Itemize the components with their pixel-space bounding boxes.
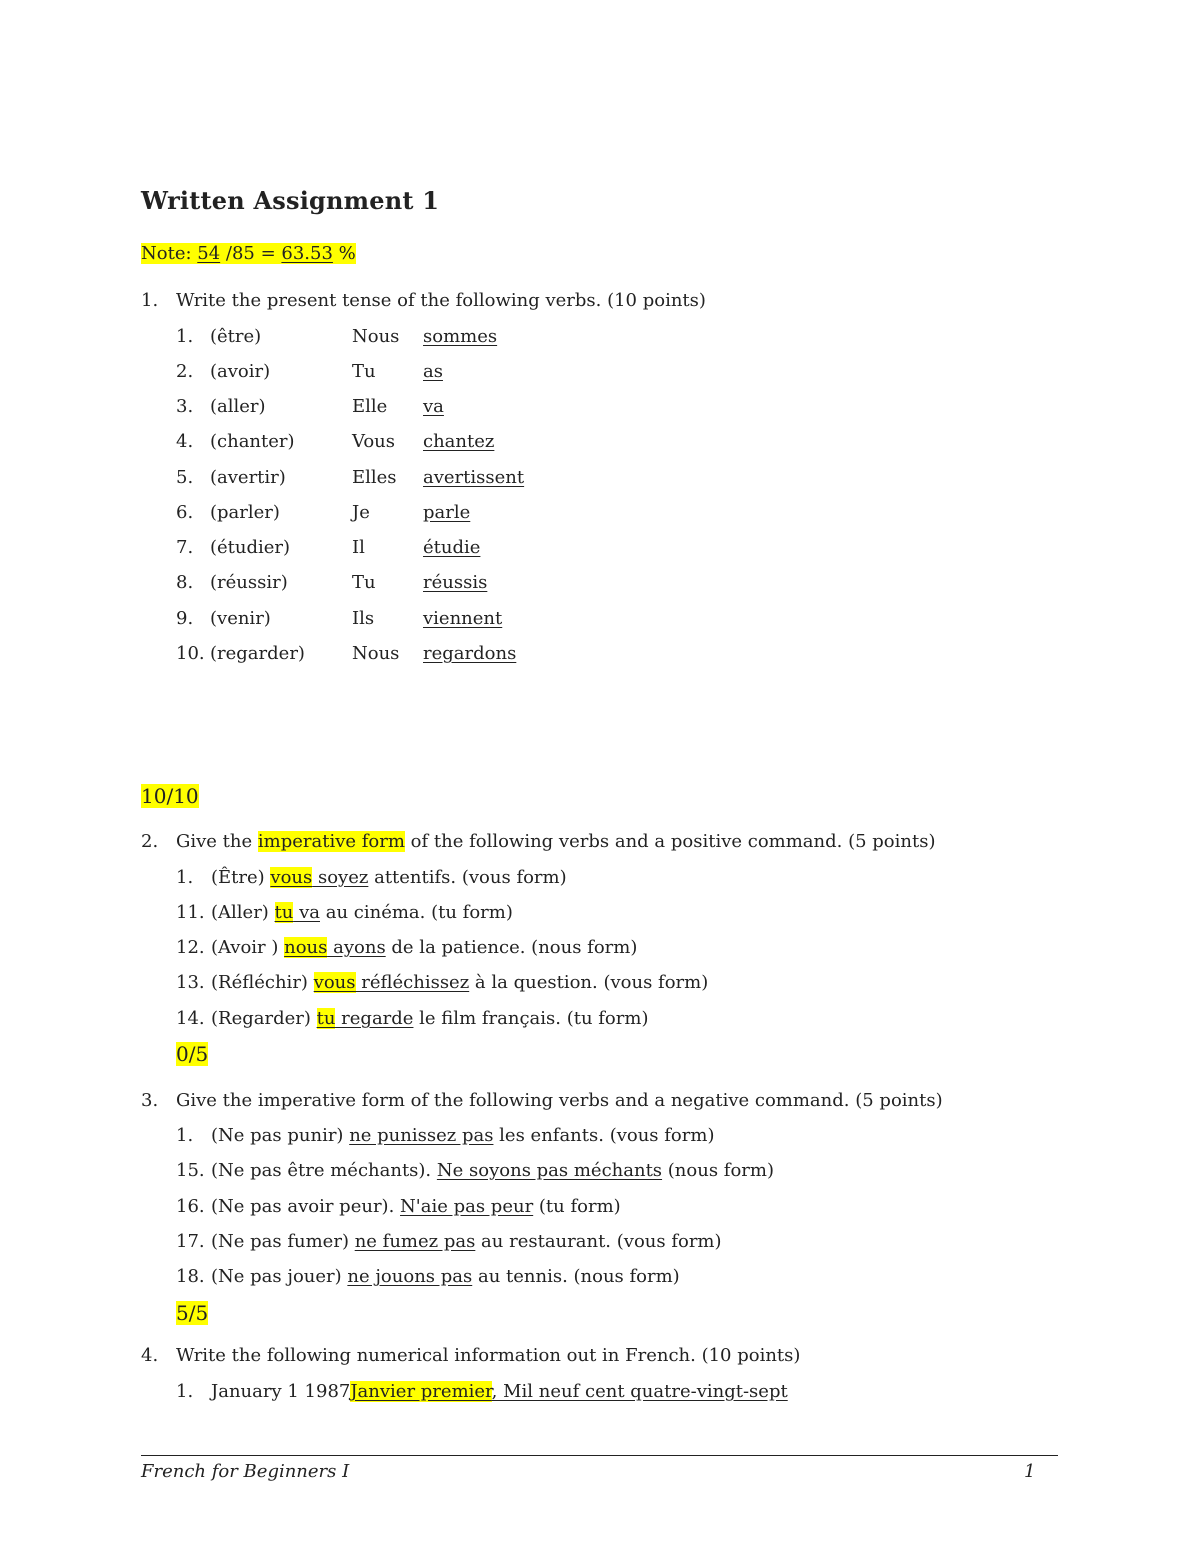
item-rest: les enfants. (vous form) — [493, 1125, 715, 1146]
item-number: 7. — [176, 537, 194, 558]
question-1 — [141, 289, 706, 313]
item-infinitive: (étudier) — [210, 537, 291, 558]
item-number: 11. — [176, 902, 205, 923]
item-number: 1. — [176, 1125, 194, 1146]
item-rest: au tennis. (nous form) — [472, 1266, 680, 1287]
item-pronoun: vous — [270, 867, 313, 888]
list-item — [176, 642, 676, 666]
item-number: 1. — [176, 1381, 194, 1402]
item-infinitive: (être) — [210, 326, 262, 347]
item-answer-highlight: Janvier premier — [350, 1381, 492, 1402]
item-subject: Il — [352, 537, 365, 558]
question-number: 3. — [141, 1090, 159, 1111]
list-item — [176, 430, 676, 454]
item-answer: , Mil neuf cent quatre-vingt-sept — [491, 1381, 788, 1402]
item-number: 16. — [176, 1196, 205, 1217]
grade-note — [141, 242, 356, 266]
item-infinitive: (réussir) — [210, 572, 288, 593]
item-answer: ne jouons pas — [347, 1266, 473, 1287]
item-number: 18. — [176, 1266, 205, 1287]
item-prompt: (Ne pas être méchants). — [211, 1160, 437, 1181]
list-item — [176, 466, 676, 490]
list-item — [176, 936, 637, 960]
item-infinitive: (avoir) — [210, 361, 271, 382]
question-number: 4. — [141, 1345, 159, 1366]
item-pronoun: vous — [313, 972, 356, 993]
item-number: 8. — [176, 572, 194, 593]
item-prompt: January 1 1987 — [211, 1381, 351, 1402]
item-infinitive: (regarder) — [210, 643, 305, 664]
item-number: 2. — [176, 361, 194, 382]
item-prompt: (Réfléchir) — [211, 972, 314, 993]
item-answer: avertissent — [423, 467, 525, 488]
question-text: Write the following numerical information out in French. (10 points) — [176, 1345, 801, 1366]
item-infinitive: (venir) — [210, 608, 271, 629]
item-number: 17. — [176, 1231, 205, 1252]
item-subject: Nous — [352, 643, 400, 664]
note-sep: / — [220, 243, 232, 264]
list-item — [176, 395, 676, 419]
item-answer: va — [423, 396, 444, 417]
item-infinitive: (parler) — [210, 502, 280, 523]
item-rest: attentifs. (vous form) — [368, 867, 567, 888]
item-infinitive: (avertir) — [210, 467, 286, 488]
item-answer: Ne soyons pas méchants — [436, 1160, 663, 1181]
item-subject: Vous — [352, 431, 396, 452]
item-answer: ne fumez pas — [354, 1231, 476, 1252]
item-answer: soyez — [312, 867, 369, 888]
footer-page-number: 1 — [1024, 1461, 1036, 1482]
section-score — [176, 1042, 208, 1066]
item-prompt: (Ne pas fumer) — [211, 1231, 355, 1252]
item-prompt: (Avoir ) — [211, 937, 285, 958]
note-score: 54 — [197, 243, 221, 264]
item-pronoun: nous — [284, 937, 328, 958]
item-number: 15. — [176, 1160, 205, 1181]
item-subject: Elles — [352, 467, 397, 488]
item-prompt: (Ne pas punir) — [211, 1125, 350, 1146]
item-subject: Tu — [352, 572, 376, 593]
score-text: 10/10 — [141, 784, 199, 808]
list-item — [176, 571, 676, 595]
item-answer: réfléchissez — [355, 972, 470, 993]
item-number: 6. — [176, 502, 194, 523]
item-number: 4. — [176, 431, 194, 452]
list-item — [176, 1230, 722, 1254]
list-item — [176, 1159, 774, 1183]
item-subject: Nous — [352, 326, 400, 347]
item-number: 1. — [176, 326, 194, 347]
item-answer: ayons — [327, 937, 386, 958]
item-rest: au restaurant. (vous form) — [475, 1231, 722, 1252]
list-item — [176, 1195, 621, 1219]
item-infinitive: (chanter) — [210, 431, 295, 452]
item-answer: parle — [423, 502, 471, 523]
item-subject: Je — [352, 502, 370, 523]
item-rest: au cinéma. (tu form) — [320, 902, 513, 923]
list-item — [176, 1265, 680, 1289]
item-answer: chantez — [423, 431, 495, 452]
item-answer: regarde — [335, 1008, 414, 1029]
item-number: 5. — [176, 467, 194, 488]
note-eq: = — [254, 243, 282, 264]
item-number: 9. — [176, 608, 194, 629]
list-item — [176, 1124, 714, 1148]
list-item — [176, 1380, 788, 1404]
item-answer: as — [423, 361, 443, 382]
item-rest: à la question. (vous form) — [469, 972, 709, 993]
question-3 — [141, 1089, 943, 1113]
item-subject: Ils — [352, 608, 375, 629]
question-text-start: Give the — [176, 831, 258, 852]
score-text: 0/5 — [176, 1042, 209, 1066]
item-subject: Tu — [352, 361, 376, 382]
item-prompt: (Ne pas avoir peur). — [211, 1196, 401, 1217]
item-answer: va — [293, 902, 320, 923]
item-prompt: (Ne pas jouer) — [211, 1266, 348, 1287]
list-item — [176, 866, 567, 890]
item-rest: (nous form) — [662, 1160, 774, 1181]
item-rest: de la patience. (nous form) — [385, 937, 638, 958]
item-answer: étudie — [423, 537, 481, 558]
item-prompt: (Regarder) — [211, 1008, 317, 1029]
item-number: 14. — [176, 1008, 205, 1029]
item-number: 13. — [176, 972, 205, 993]
item-rest: (tu form) — [533, 1196, 621, 1217]
question-text-highlight: imperative form — [257, 831, 405, 852]
item-answer: sommes — [423, 326, 498, 347]
item-answer: N'aie pas peur — [400, 1196, 534, 1217]
item-pronoun: tu — [274, 902, 294, 923]
item-answer: ne punissez pas — [349, 1125, 494, 1146]
list-item — [176, 360, 676, 384]
item-rest: le film français. (tu form) — [413, 1008, 649, 1029]
list-item — [176, 607, 676, 631]
question-text: Write the present tense of the following verbs. (10 points) — [176, 290, 706, 311]
note-percent: 63.53 — [281, 243, 333, 264]
item-prompt: (Être) — [211, 867, 271, 888]
footer-course-title: French for Beginners I — [141, 1461, 350, 1482]
question-2 — [141, 830, 936, 854]
question-4 — [141, 1344, 800, 1368]
item-infinitive: (aller) — [210, 396, 266, 417]
item-prompt: (Aller) — [211, 902, 275, 923]
question-text: Give the imperative form of the following verbs and a negative command. (5 points) — [176, 1090, 943, 1111]
item-number: 1. — [176, 867, 194, 888]
question-number: 1. — [141, 290, 159, 311]
question-number: 2. — [141, 831, 159, 852]
footer-divider — [141, 1455, 1058, 1456]
list-item — [176, 325, 676, 349]
list-item — [176, 971, 708, 995]
item-number: 12. — [176, 937, 205, 958]
page-title: Written Assignment 1 — [141, 186, 440, 215]
score-text: 5/5 — [176, 1301, 209, 1325]
item-answer: regardons — [423, 643, 517, 664]
item-pronoun: tu — [316, 1008, 336, 1029]
item-answer: viennent — [423, 608, 503, 629]
item-number: 3. — [176, 396, 194, 417]
list-item — [176, 501, 676, 525]
item-number: 10. — [176, 643, 205, 664]
note-total: 85 — [231, 243, 255, 264]
section-score — [141, 784, 199, 808]
note-label: Note: — [141, 243, 198, 264]
note-pct-sign: % — [332, 243, 356, 264]
list-item — [176, 1007, 648, 1031]
section-score — [176, 1301, 208, 1325]
item-answer: réussis — [423, 572, 488, 593]
list-item — [176, 901, 513, 925]
item-subject: Elle — [352, 396, 388, 417]
question-text-end: of the following verbs and a positive command. (5 points) — [404, 831, 936, 852]
list-item — [176, 536, 676, 560]
